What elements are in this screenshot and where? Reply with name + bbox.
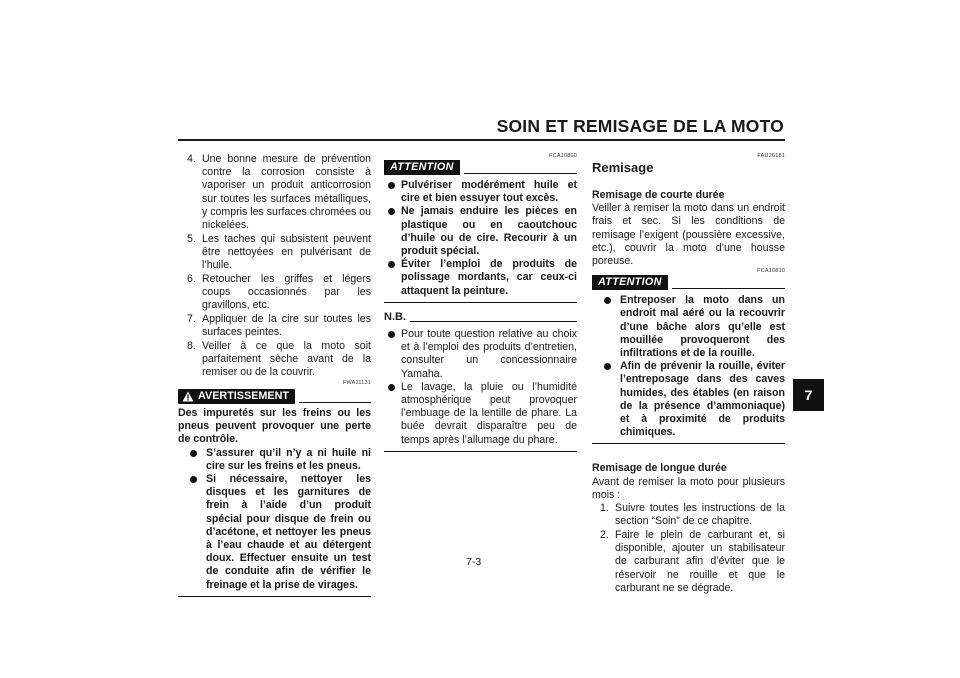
attention-rule	[464, 173, 577, 174]
page-number: 7-3	[466, 556, 482, 568]
attention-list	[592, 294, 785, 439]
long-storage-steps	[592, 502, 785, 595]
warning-triangle-icon	[182, 391, 194, 402]
attention-code: FCA10810	[757, 268, 785, 275]
column-right	[592, 153, 785, 595]
bullet-icon	[190, 450, 197, 457]
list-item: 5. Les taches qui subsistent peuvent être nettoyées en pulvérisant de l’huile.	[187, 232, 371, 272]
header-rule	[178, 139, 785, 141]
bullet-icon	[388, 182, 395, 189]
list-item: 4. Une bonne mesure de prévention contre la corrosion consiste à vaporiser un produit anticorrosion sur toutes les surfaces métalliques, y compris les surfaces chromées ou nickelées.	[187, 153, 371, 232]
list-item: 7. Appliquer de la cire sur toutes les surfaces peintes.	[187, 312, 371, 339]
list-item: Ne jamais enduire les pièces en plastique ou en caoutchouc d’huile ou de cire. Recourir à un produit spécial.	[384, 205, 577, 258]
attention-badge: ATTENTION	[592, 275, 668, 290]
list-item: Pour toute question relative au choix et à l’emploi des produits d’entretien, consulter un concessionnaire Yamaha.	[384, 328, 577, 381]
long-storage-intro: Avant de remiser la moto pour plusieurs mois :	[592, 475, 785, 501]
bullet-icon	[388, 384, 395, 391]
short-storage-text: Veiller à remiser la moto dans un endroit frais et sec. Si les conditions de remisage l’exigent (poussière excessive, etc.), couvrir la moto d’une housse poreuse.	[592, 202, 785, 268]
attention-list	[384, 179, 577, 298]
note-rule	[410, 321, 577, 322]
note-label: N.B.	[384, 310, 406, 323]
warning-list	[178, 447, 371, 592]
chapter-tab: 7	[793, 379, 824, 411]
warning-badge: AVERTISSEMENT	[178, 389, 295, 404]
list-item: Le lavage, la pluie ou l’humidité atmosphérique peut provoquer l’embuage de la lentille de phare. La buée devrait disparaître peu de temps après l’allumage du phare.	[384, 381, 577, 447]
column-left	[178, 153, 371, 597]
long-storage-title: Remisage de longue durée	[592, 462, 727, 475]
bullet-icon	[388, 208, 395, 215]
warning-header	[178, 389, 371, 404]
attention-badge: ATTENTION	[384, 160, 460, 175]
bullet-icon	[190, 476, 197, 483]
list-item: 1. Suivre toutes les instructions de la section “Soin” de ce chapitre.	[600, 502, 785, 528]
bullet-icon	[604, 297, 611, 304]
attention-header	[384, 160, 577, 175]
list-item: Si nécessaire, nettoyer les disques et les garnitures de frein à l’aide d’un produit spécial pour disque de frein ou d’acétone, et nettoyer les pneus à l’eau chaude et au détergent doux. Effectuer ensuite un test de conduite afin de vérifier le freinage et la prise de virages.	[178, 473, 371, 592]
list-item: 8. Veiller à ce que la moto soit parfaitement sèche avant de la remiser ou de la couvrir.	[187, 339, 371, 379]
warning-rule	[299, 402, 371, 403]
note-end-rule	[384, 451, 577, 452]
cleaning-steps	[178, 153, 371, 379]
note-header	[384, 311, 577, 324]
attention-rule	[672, 288, 785, 289]
attention-code: FCA10800	[549, 153, 577, 159]
list-item: S’assurer qu’il n’y a ni huile ni cire sur les freins et les pneus.	[178, 447, 371, 473]
warning-code: FWA11131	[342, 379, 371, 386]
note-list	[384, 328, 577, 447]
bullet-icon	[388, 331, 395, 338]
attention-header	[592, 275, 785, 290]
short-storage-title: Remisage de courte durée	[592, 189, 725, 201]
column-middle	[384, 153, 577, 452]
list-item: Entreposer la moto dans un endroit mal aéré ou la recouvrir d’une bâche alors qu’elle est mouillée provoqueront des infiltrations et de la rouille.	[592, 294, 785, 360]
bullet-icon	[604, 363, 611, 370]
warning-end-rule	[178, 596, 371, 597]
bullet-icon	[388, 261, 395, 268]
list-item: 6. Retoucher les griffes et légers coups occasionnés par les gravillons, etc.	[187, 272, 371, 312]
list-item: Afin de prévenir la rouille, éviter l’entreposage dans des caves humides, des étables (en raison de la présence d’ammoniaque) et à proximité de produits chimiques.	[592, 360, 785, 439]
list-item: 2. Faire le plein de carburant et, si disponible, ajouter un stabilisateur de carburant afin d’éviter que le réservoir ne rouille et que le carburant ne se dégrade.	[600, 528, 785, 594]
page-title: SOIN ET REMISAGE DE LA MOTO	[496, 116, 784, 136]
list-item: Éviter l’emploi de produits de polissage mordants, car ceux-ci attaquent la peinture.	[384, 258, 577, 298]
section-code: FAU26181	[757, 153, 785, 159]
list-item: Pulvériser modérément huile et cire et bien essuyer tout excès.	[384, 179, 577, 205]
attention-end-rule	[384, 302, 577, 303]
warning-intro: Des impuretés sur les freins ou les pneus peuvent provoquer une perte de contrôle.	[178, 406, 371, 446]
section-title: Remisage	[592, 160, 654, 175]
